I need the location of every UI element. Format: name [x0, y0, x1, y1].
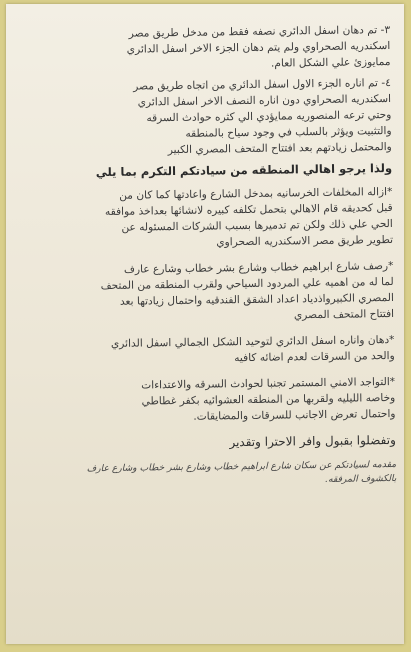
document-body [16, 22, 397, 500]
submission-note: مقدمه لسيادتكم عن سكان شارع ابراهيم خطاب وشارع بشر خطاب وشارع عارف بالكشوف المرفقه. [86, 458, 397, 485]
document-page [6, 4, 404, 644]
requests-heading: ولذا يرجو اهالي المنطقه من سيادتكم التكرم بما يلي [95, 160, 393, 180]
request-item-street-paving: *رصف شارع ابراهيم خطاب وشارع بشر خطاب وشارع عارف لما له من اهميه علي المردود السياحي ولقرب المنطقه من المتحف المصري الكبيرواذدياد اعداد الشقق الفندقيه واحتمال زيادتها بعد افتتاح المتحف المصري [100, 259, 395, 322]
point-4: ٤- تم اناره الجزء الاول اسفل الدائري من اتجاه طريق مصر اسكندريه الصحراوي دون اناره النصف الاخر اسفل الدائري وحتي ترعه المنصوريه ممايؤدي الي كثره حوادث السرقه والتثبيت ويؤثر بالسلب في وجود سياح بالمنطقه والمحتمل زيادتهم بعد افتتاح المتحف المصري الكبير [133, 76, 392, 157]
request-item-painting-lighting: *دهان واناره اسفل الدائري لتوحيد الشكل الجمالي اسفل الدائري والحد من السرقات لعدم اضائه كافيه [110, 333, 395, 365]
request-item-security: *التواجد الامني المستمر تجنبا لحوادث السرقه والاعتداءات وخاصه الليليه ولقربها من المنطقه العشوائيه بكفر غطاطي واحتمال تعرض الاجانب للسرقات والمضايقات. [141, 375, 396, 423]
request-item-concrete-removal: *ازاله المخلفات الخرسانيه بمدخل الشارع واعادتها كما كان من قبل كحديقه قام الاهالي بتحمل تكلفه كبيره لانشائها بعداخذ موافقه الحي علي ذلك ولكن تم تدميرها بسبب الشركات المسئوله عن تطوير طريق مصر الاسكندريه الصحراوي [104, 185, 394, 249]
point-3: ٣- تم دهان اسفل الدائري نصفه فقط من مدخل طريق مصر اسكندريه الصحراوي ولم يتم دهان الجزء الاخر اسفل الدائري مماي‍وزئ علي الشكل العام. [126, 23, 391, 70]
closing-line: وتفضلوا بقبول وافر الاحترا وتقدير [229, 432, 396, 450]
